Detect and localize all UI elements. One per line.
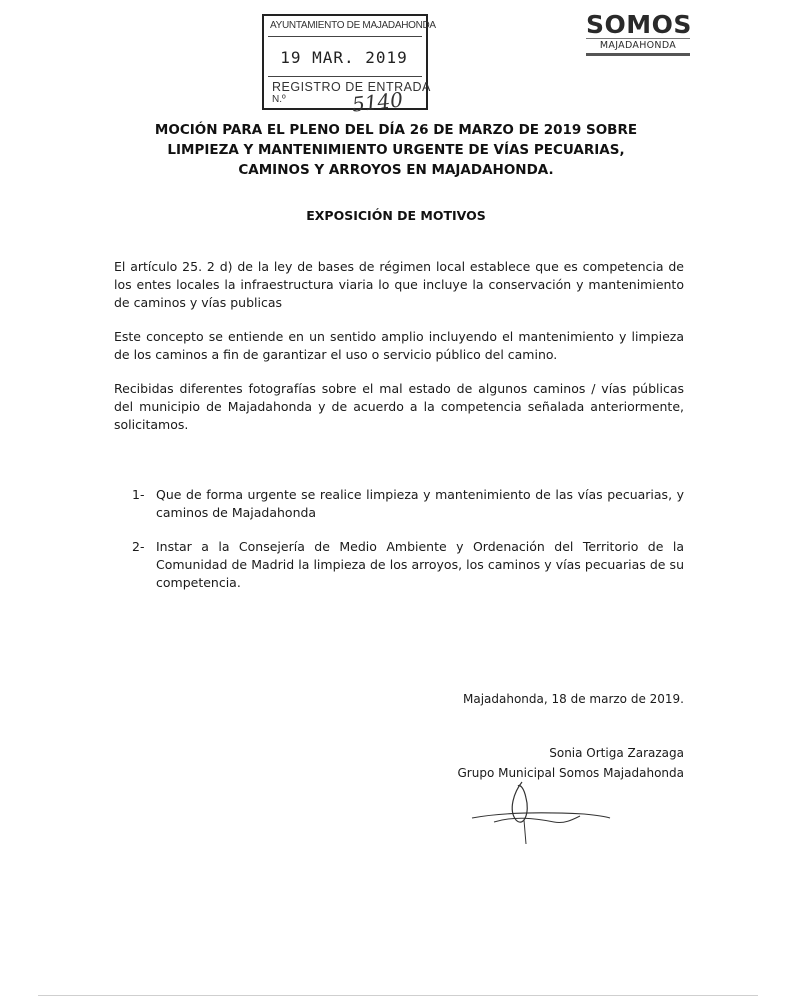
- section-heading: EXPOSICIÓN DE MOTIVOS: [306, 208, 486, 223]
- stamp-divider: [268, 36, 422, 37]
- stamp-handwritten-number: 5140: [350, 87, 405, 117]
- stamp-number-prefix: N.º: [272, 94, 286, 105]
- paragraph-legal-basis: El artículo 25. 2 d) de la ley de bases de régimen local establece que es competencia de los entes locales la infraestructura viaria lo que incluye la conservación y mantenimiento de caminos y vías publicas: [114, 259, 684, 310]
- stamp-registry-text: REGISTRO DE ENTRADA: [272, 80, 431, 94]
- request-number: 1-: [132, 487, 145, 502]
- request-item: [132, 538, 684, 592]
- page-bottom-border: [38, 995, 758, 996]
- handwritten-signature: [464, 772, 614, 852]
- logo-sub-text: MAJADAHONDA: [586, 38, 690, 51]
- signer-name: Sonia Ortiga Zarazaga: [549, 746, 684, 760]
- stamp-organization: AYUNTAMIENTO DE MAJADAHONDA: [270, 20, 436, 31]
- request-number: 2-: [132, 539, 145, 554]
- request-text: Instar a la Consejería de Medio Ambiente y Ordenación del Territorio de la Comunidad de Madrid la limpieza de los arroyos, los caminos y vías pecuarias de su competencia.: [156, 539, 684, 590]
- paragraph-concept: Este concepto se entiende en un sentido amplio incluyendo el mantenimiento y limpieza de los caminos a fin de garantizar el uso o servicio público del camino.: [114, 329, 684, 362]
- signer-group: Grupo Municipal Somos Majadahonda: [457, 766, 684, 780]
- date-line: Majadahonda, 18 de marzo de 2019.: [462, 692, 684, 706]
- request-text: Que de forma urgente se realice limpieza y mantenimiento de las vías pecuarias, y caminos de Majadahonda: [156, 487, 684, 520]
- logo-bar: [586, 53, 690, 56]
- registry-stamp: [262, 14, 436, 117]
- somos-majadahonda-logo: [586, 12, 690, 56]
- request-item: [132, 486, 684, 522]
- paragraph-photos: Recibidas diferentes fotografías sobre el mal estado de algunos caminos / vías públicas del municipio de Majadahonda y de acuerdo a la competencia señalada anteriormente, solicitamos.: [114, 381, 684, 432]
- document-title: MOCIÓN PARA EL PLENO DEL DÍA 26 DE MARZO DE 2019 SOBRE LIMPIEZA Y MANTENIMIENTO URGENTE DE VÍAS PECUARIAS, CAMINOS Y ARROYOS EN MAJADAHONDA.: [154, 122, 638, 178]
- stamp-date: 19 MAR. 2019: [280, 48, 408, 67]
- stamp-divider: [268, 76, 422, 77]
- logo-main-text: SOMOS: [586, 10, 692, 39]
